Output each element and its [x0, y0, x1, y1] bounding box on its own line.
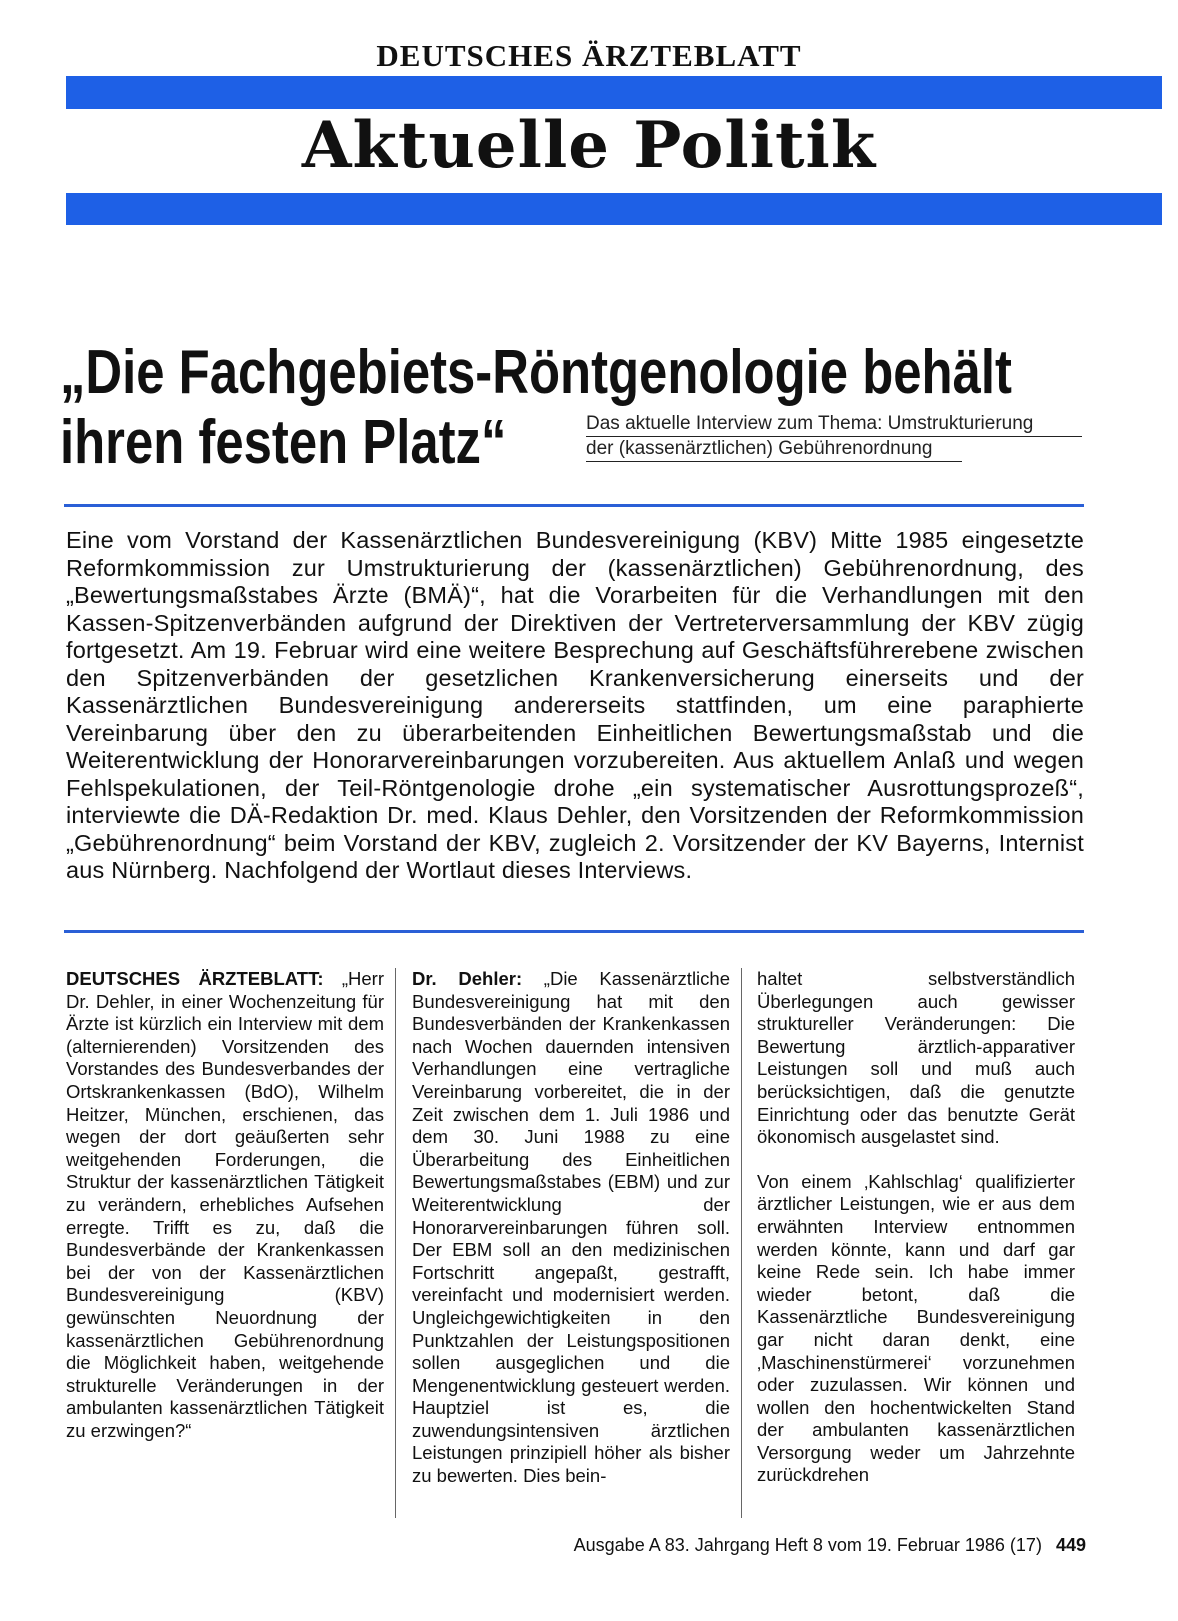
- column-3: [757, 968, 1075, 1487]
- column-rule-1: [395, 968, 396, 1518]
- rule-above-lead: [64, 504, 1084, 507]
- section-title: Aktuelle Politik: [301, 108, 877, 183]
- blue-band-top: [66, 76, 1162, 109]
- answer-text: „Die Kassenärztliche Bundesvereinigung hat mit den Bundesverbänden der Krankenkassen nach Wochen dauernden intensiven Verhandlungen eine vertragliche Vereinbarung vorbereitet, die in der Zeit zwischen dem 1. Juli 1986 und dem 30. Juni 1988 zu eine Überarbeitung des Einheitlichen Bewertungsmaßstabes (EBM) und zur Weiterentwicklung der Honorarvereinbarungen führen soll. Der EBM soll an den medizinischen Fortschritt angepaßt, gestrafft, vereinfacht und modernisiert werden. Ungleichgewichtigkeiten in den Punktzahlen der Leistungspositionen sollen ausgeglichen und die Mengenentwicklung gesteuert werden. Hauptziel ist es, die zuwendungsintensiven ärztlichen Leistungen prinzipiell höher als bisher zu bewerten. Dies bein-: [412, 968, 730, 1487]
- subhead-line-1: Das aktuelle Interview zum Thema: Umstrukturierung: [586, 412, 1082, 437]
- column-2: [412, 968, 730, 1488]
- speaker-label-journal: DEUTSCHES ÄRZTEBLATT:: [66, 968, 324, 989]
- answer-continued-paragraph: haltet selbstverständlich Überlegungen auch gewisser struktureller Veränderungen: Die Bewertung ärztlich-apparativer Leistungen soll und muß auch berücksichtigen, daß die genutzte Einrichtung oder das benutzte Gerät ökonomisch ausgelastet sind.: [757, 968, 1075, 1148]
- page-footer: [500, 1535, 1086, 1556]
- subhead: [586, 412, 1086, 462]
- lead-paragraph: Eine vom Vorstand der Kassenärztlichen Bundesvereinigung (KBV) Mitte 1985 eingesetzte Reformkommission zur Umstrukturierung der (kassenärztlichen) Gebührenordnung, des „Bewertungsmaßstabes Ärzte (BMÄ)“, hat die Vorarbeiten für die Verhandlungen mit den Kassen-Spitzenverbänden aufgrund der Direktiven der Vertreterversammlung der KBV zügig fortgesetzt. Am 19. Februar wird eine weitere Besprechung auf Geschäftsführerebene zwischen den Spitzenverbänden der gesetzlichen Krankenversicherung einerseits und der Kassenärztlichen Bundesvereinigung andererseits stattfinden, um eine paraphierte Vereinbarung über den zu überarbeitenden Einheitlichen Bewertungsmaßstab und die Weiterentwicklung der Honorarvereinbarungen vorzubereiten. Aus aktuellem Anlaß und wegen Fehlspekulationen, der Teil-Röntgenologie drohe „ein systematischer Ausrottungsprozeß“, interviewte die DÄ-Redaktion Dr. med. Klaus Dehler, den Vorsitzenden der Reformkommission „Gebührenordnung“ beim Vorstand der KBV, zugleich 2. Vorsitzender der KV Bayerns, Internist aus Nürnberg. Nachfolgend der Wortlaut dieses Interviews.: [66, 527, 1084, 883]
- body-columns: [0, 968, 1178, 1528]
- answer-paragraph: [412, 968, 730, 1488]
- speaker-label-dehler: Dr. Dehler:: [412, 968, 523, 989]
- masthead-journal-title: DEUTSCHES ÄRZTEBLATT: [376, 38, 802, 73]
- question-text: „Herr Dr. Dehler, in einer Wochenzeitung für Ärzte ist kürzlich ein Interview mit dem (alternierenden) Vorsitzenden des Vorstandes des Bundesverbandes der Ortskrankenkassen (BdO), Wilhelm Heitzer, München, erschienen, das wegen der dort geäußerten sehr weitgehenden Forderungen, die Struktur der kassenärztlichen Tätigkeit zu verändern, erhebliches Aufsehen erregte. Trifft es zu, daß die Bundesverbände der Krankenkassen bei der von der Kassenärztlichen Bundesvereinigung (KBV) gewünschten Neuordnung der kassenärztlichen Gebührenordnung die Möglichkeit haben, weitgehende strukturelle Veränderungen in der ambulanten kassenärztlichen Tätigkeit zu erzwingen?“: [66, 968, 384, 1441]
- subhead-line-2: der (kassenärztlichen) Gebührenordnung: [586, 437, 962, 462]
- issue-info: Ausgabe A 83. Jahrgang Heft 8 vom 19. Februar 1986 (17): [573, 1535, 1042, 1555]
- page-number: 449: [1055, 1535, 1086, 1555]
- rule-below-lead: [64, 930, 1084, 933]
- headline-line-2: ihren festen Platz“: [60, 408, 507, 477]
- answer-second-paragraph: Von einem ‚Kahlschlag‘ qualifizierter ärztlicher Leistungen, wie er aus dem erwähnten Interview entnommen werden könnte, kann und darf gar keine Rede sein. Ich habe immer wieder betont, daß die Kassenärztliche Bundesvereinigung gar nicht daran denkt, eine ‚Maschinenstürmerei‘ vorzunehmen oder zuzulassen. Wir können und wollen den hochentwickelten Stand der ambulanten kassenärztlichen Versorgung weder um Jahrzehnte zurückdrehen: [757, 1170, 1075, 1486]
- blue-band-bottom: [66, 193, 1162, 225]
- column-1: [66, 968, 384, 1442]
- headline-line-1: „Die Fachgebiets-Röntgenologie behält: [60, 338, 1012, 407]
- question-paragraph: [66, 968, 384, 1442]
- column-rule-2: [741, 968, 742, 1518]
